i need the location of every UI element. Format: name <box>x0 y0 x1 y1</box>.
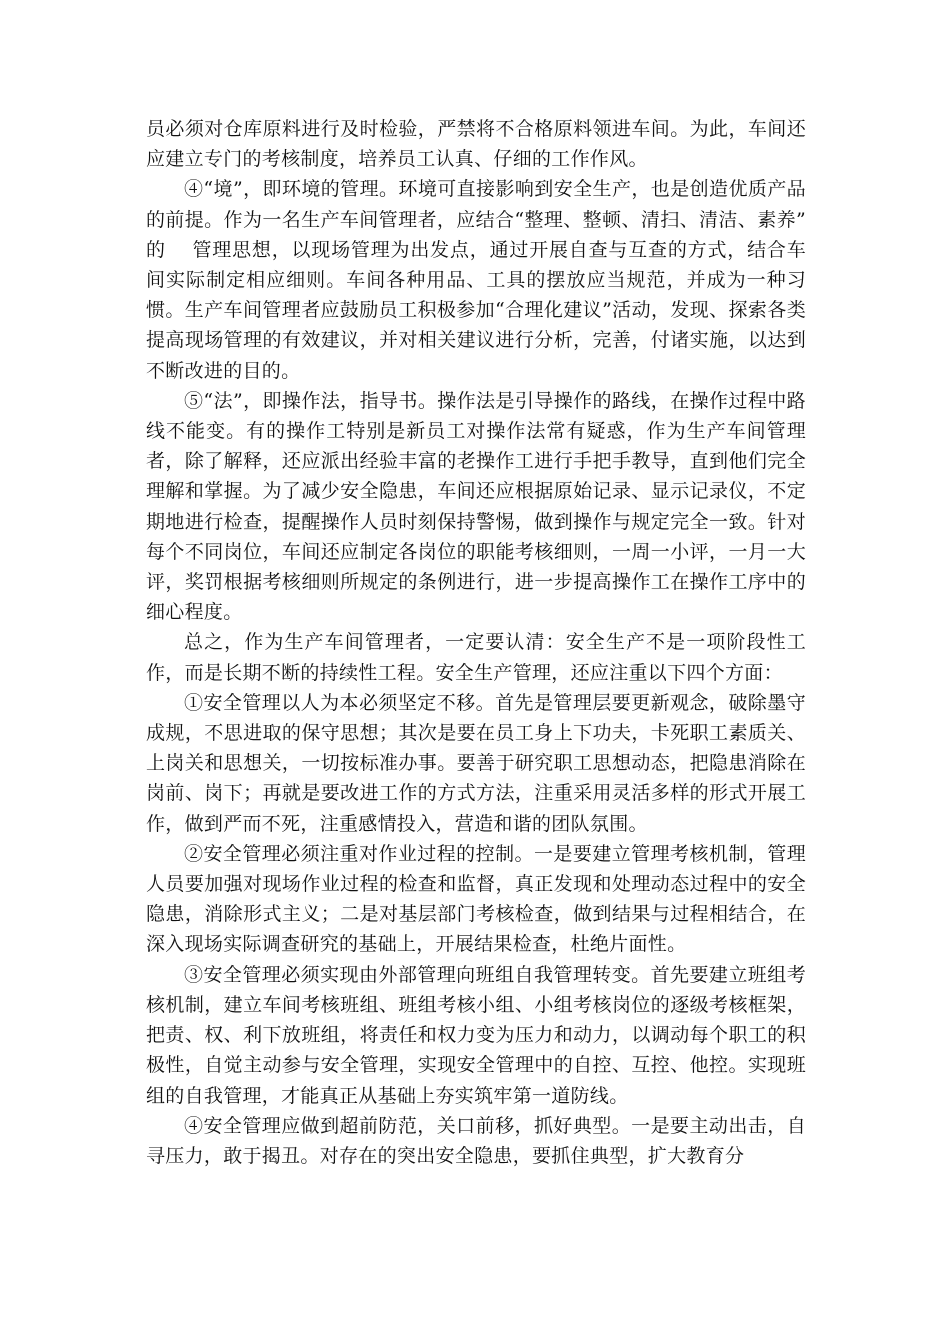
paragraph-5: ①安全管理以人为本必须坚定不移。首先是管理层要更新观念，破除墨守成规，不思进取的保守思想；其次是要在员工身上下功夫，卡死职工素质关、上岗关和思想关，一切按标准办事。要善于研究职工思想动态，把隐患消除在岗前、岗下；再就是要改进工作的方式方法，注重采用灵活多样的形式开展工作，做到严而不死，注重感情投入，营造和谐的团队氛围。 <box>146 691 806 835</box>
paragraph-1: 员必须对仓库原料进行及时检验，严禁将不合格原料领进车间。为此，车间还应建立专门的考核制度，培养员工认真、仔细的工作作风。 <box>146 118 806 171</box>
paragraph-7: ③安全管理必须实现由外部管理向班组自我管理转变。首先要建立班组考核机制，建立车间考核班组、班组考核小组、小组考核岗位的逐级考核框架，把责、权、利下放班组，将责任和权力变为压力和动力，以调动每个职工的积极性，自觉主动参与安全管理，实现安全管理中的自控、互控、他控。实现班组的自我管理，才能真正从基础上夯实筑牢第一道防线。 <box>146 963 806 1107</box>
paragraph-2: ④“境”，即环境的管理。环境可直接影响到安全生产，也是创造优质产品的前提。作为一名生产车间管理者，应结合“整理、整顿、清扫、清洁、素养” 的 管理思想，以现场管理为出发点，通过开展自查与互查的方式，结合车间实际制定相应细则。车间各种用品、工具的摆放应当规范，并成为一种习惯。生产车间管理者应鼓励员工积极参加“合理化建议”活动，发现、探索各类提高现场管理的有效建议，并对相关建议进行分析，完善，付诸实施，以达到不断改进的目的。 <box>146 178 806 382</box>
document-page <box>146 114 806 1171</box>
paragraph-6: ②安全管理必须注重对作业过程的控制。一是要建立管理考核机制，管理人员要加强对现场作业过程的检查和监督，真正发现和处理动态过程中的安全隐患，消除形式主义；二是对基层部门考核检查，做到结果与过程相结合，在深入现场实际调查研究的基础上，开展结果检查，杜绝片面性。 <box>146 842 806 956</box>
paragraph-3: ⑤“法”，即操作法，指导书。操作法是引导操作的路线，在操作过程中路线不能变。有的操作工特别是新员工对操作法常有疑惑，作为生产车间管理者，除了解释，还应派出经验丰富的老操作工进行手把手教导，直到他们完全理解和掌握。为了减少安全隐患，车间还应根据原始记录、显示记录仪，不定期地进行检查，提醒操作人员时刻保持警惕，做到操作与规定完全一致。针对每个不同岗位，车间还应制定各岗位的职能考核细则，一周一小评，一月一大评，奖罚根据考核细则所规定的条例进行，进一步提高操作工在操作工序中的细心程度。 <box>146 389 806 624</box>
paragraph-4: 总之，作为生产车间管理者，一定要认清：安全生产不是一项阶段性工作，而是长期不断的持续性工程。安全生产管理，还应注重以下四个方面： <box>146 631 806 684</box>
paragraph-8: ④安全管理应做到超前防范，关口前移，抓好典型。一是要主动出击，自寻压力，敢于揭丑。对存在的突出安全隐患，要抓住典型，扩大教育分 <box>146 1114 806 1167</box>
